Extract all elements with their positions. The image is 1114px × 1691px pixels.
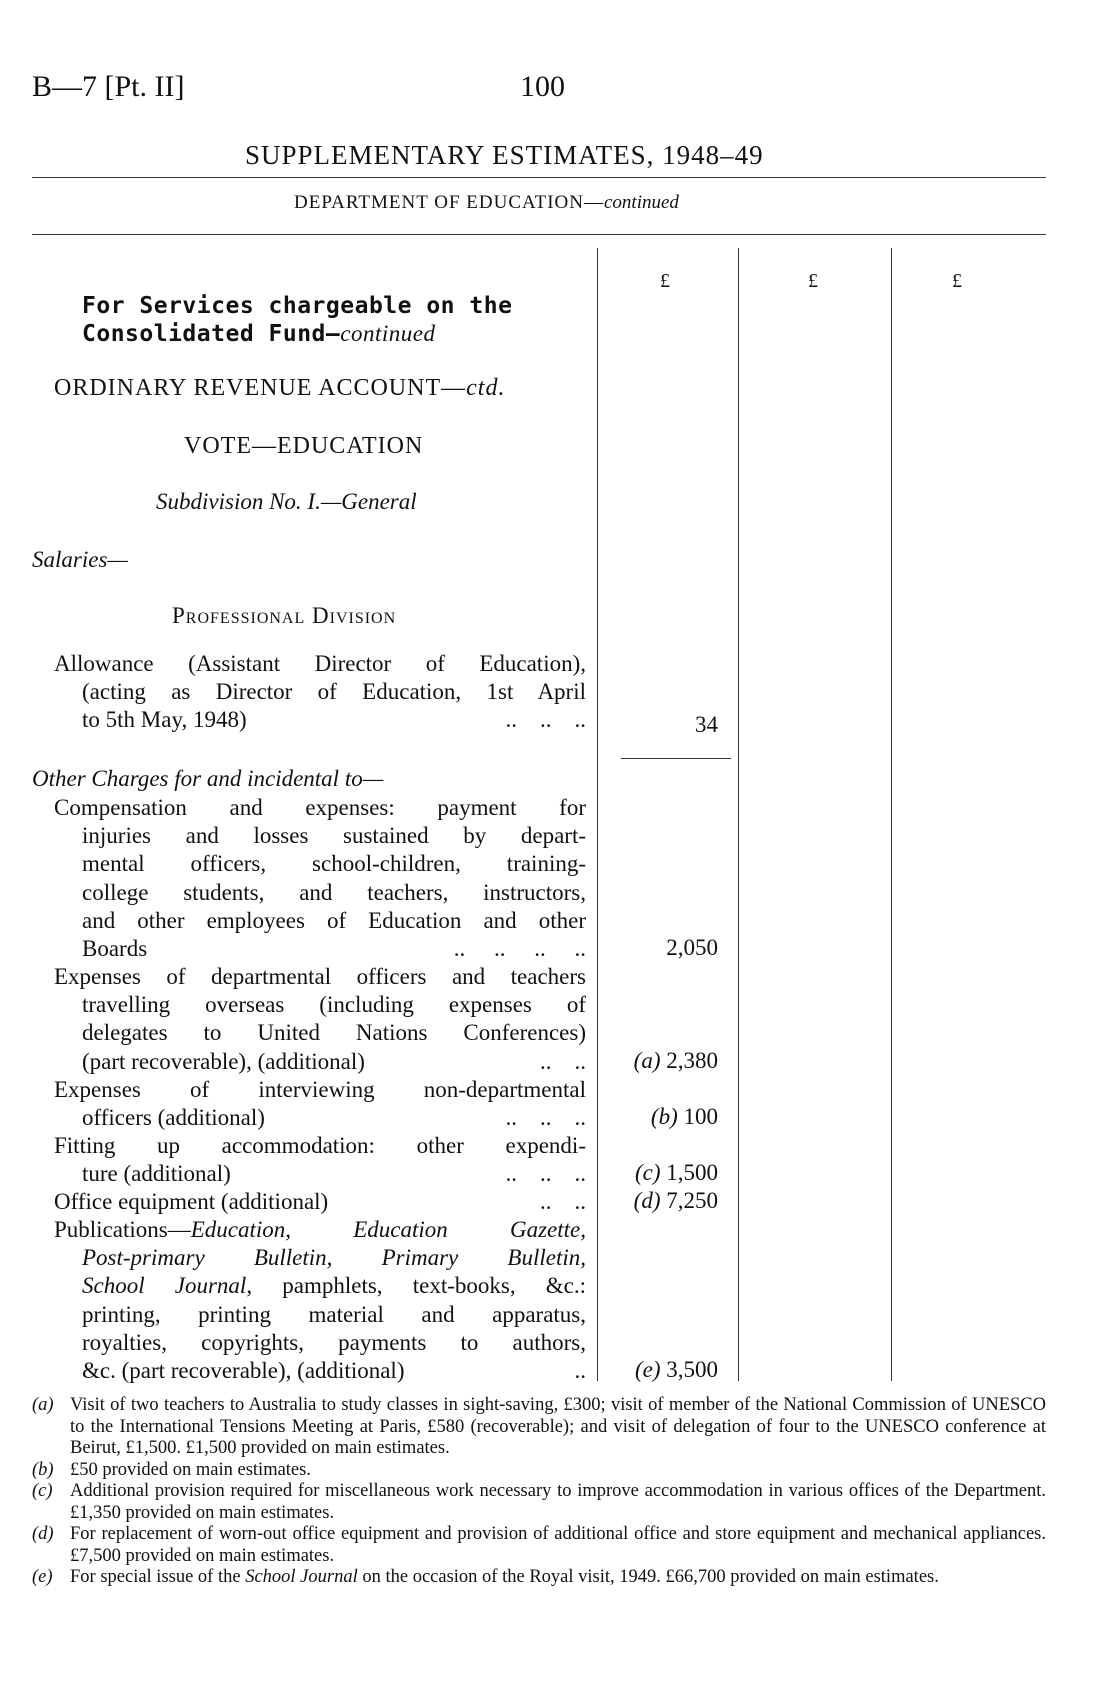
fitting-item: Fitting up accommodation: other expendi- ture (additional) .. .. .. — [54, 1133, 586, 1187]
department-subtitle — [294, 192, 679, 214]
subdivision-heading: Subdivision No. I.—General — [156, 489, 417, 514]
column-header-pounds-1: £ — [660, 270, 670, 292]
column-header-pounds-2: £ — [808, 270, 818, 292]
column-rule-1 — [597, 248, 598, 1381]
column-rule-2 — [738, 248, 739, 1381]
footnotes — [32, 1395, 1046, 1589]
allowance-amount: 34 — [695, 712, 718, 737]
services-heading — [82, 292, 512, 348]
fitting-amount: (c) 1,500 — [634, 1160, 718, 1185]
footnote-a: (a) Visit of two teachers to Australia to study classes in sight-saving, £300; visit of member of the National Commission of UNESCO to the International Tensions Meeting at Paris, £580 (recoverable); and visit of delegation of four to the UNESCO conference at Beirut, £1,500. £1,500 provided on main estimates. — [32, 1395, 1046, 1458]
salaries-heading: Salaries— — [32, 547, 128, 572]
page-title: SUPPLEMENTARY ESTIMATES, 1948–49 — [245, 140, 764, 170]
publications-item: Publications—Education, Education Gazette, Post-primary Bulletin, Primary Bulletin, School Journal, pamphlets, text-books, &c.: printing, printing material and apparatus, royalties, copyrights, payments to authors, &c. (part recoverable), (additional) .. — [54, 1217, 586, 1384]
page-number: 100 — [520, 70, 565, 103]
services-heading-line2: Consolidated Fund—continued — [82, 321, 436, 347]
subtitle-main: DEPARTMENT OF EDUCATION— — [294, 192, 604, 213]
compensation-amount: 2,050 — [666, 935, 718, 960]
overseas-item: Expenses of departmental officers and teachers travelling overseas (including expenses of delegates to United Nations Conferences) (part recoverable), (additional) .. .. — [54, 964, 586, 1074]
title-rule — [32, 177, 1046, 178]
account-heading: ORDINARY REVENUE ACCOUNT—ctd. — [54, 375, 506, 401]
footnote-c: (c) Additional provision required for miscellaneous work necessary to improve accommodation in various offices of the Department. £1,350 provided on main estimates. — [32, 1481, 1046, 1523]
vote-heading: VOTE—EDUCATION — [184, 433, 424, 459]
services-heading-line1: For Services chargeable on the — [82, 293, 513, 319]
overseas-amount: (a) 2,380 — [633, 1048, 718, 1073]
publications-amount: (e) 3,500 — [634, 1357, 718, 1382]
allowance-item: Allowance (Assistant Director of Education), (acting as Director of Education, 1st April to 5th May, 1948) .. .. .. — [54, 651, 586, 733]
column-header-pounds-3: £ — [952, 270, 962, 292]
office-item: Office equipment (additional) .. .. — [54, 1189, 586, 1214]
office-amount: (d) 7,250 — [633, 1188, 718, 1213]
page-reference: B—7 [Pt. II] — [32, 70, 185, 103]
compensation-item: Compensation and expenses: payment for injuries and losses sustained by depart- mental officers, school-children, training- college students, and teachers, instructors, and other employees of Education and other Boards .. .. .. .. — [54, 795, 586, 962]
footnote-e: (e) For special issue of the School Journal on the occasion of the Royal visit, 1949. £66,700 provided on main estimates. — [32, 1567, 939, 1587]
interviewing-item: Expenses of interviewing non-departmental officers (additional) .. .. .. — [54, 1077, 586, 1131]
division-heading: Professional Division — [172, 603, 397, 628]
footnote-d: (d) For replacement of worn-out office equipment and provision of additional office and store equipment and mechanical appliances. £7,500 provided on main estimates. — [32, 1524, 1046, 1566]
subtotal-rule — [621, 758, 731, 759]
column-rule-3 — [891, 248, 892, 1381]
header-rule — [32, 234, 1046, 235]
interviewing-amount: (b) 100 — [650, 1104, 718, 1129]
other-charges-heading: Other Charges for and incidental to— — [32, 766, 384, 791]
footnote-b: (b) £50 provided on main estimates. — [32, 1459, 311, 1480]
subtitle-continued: continued — [604, 192, 679, 213]
